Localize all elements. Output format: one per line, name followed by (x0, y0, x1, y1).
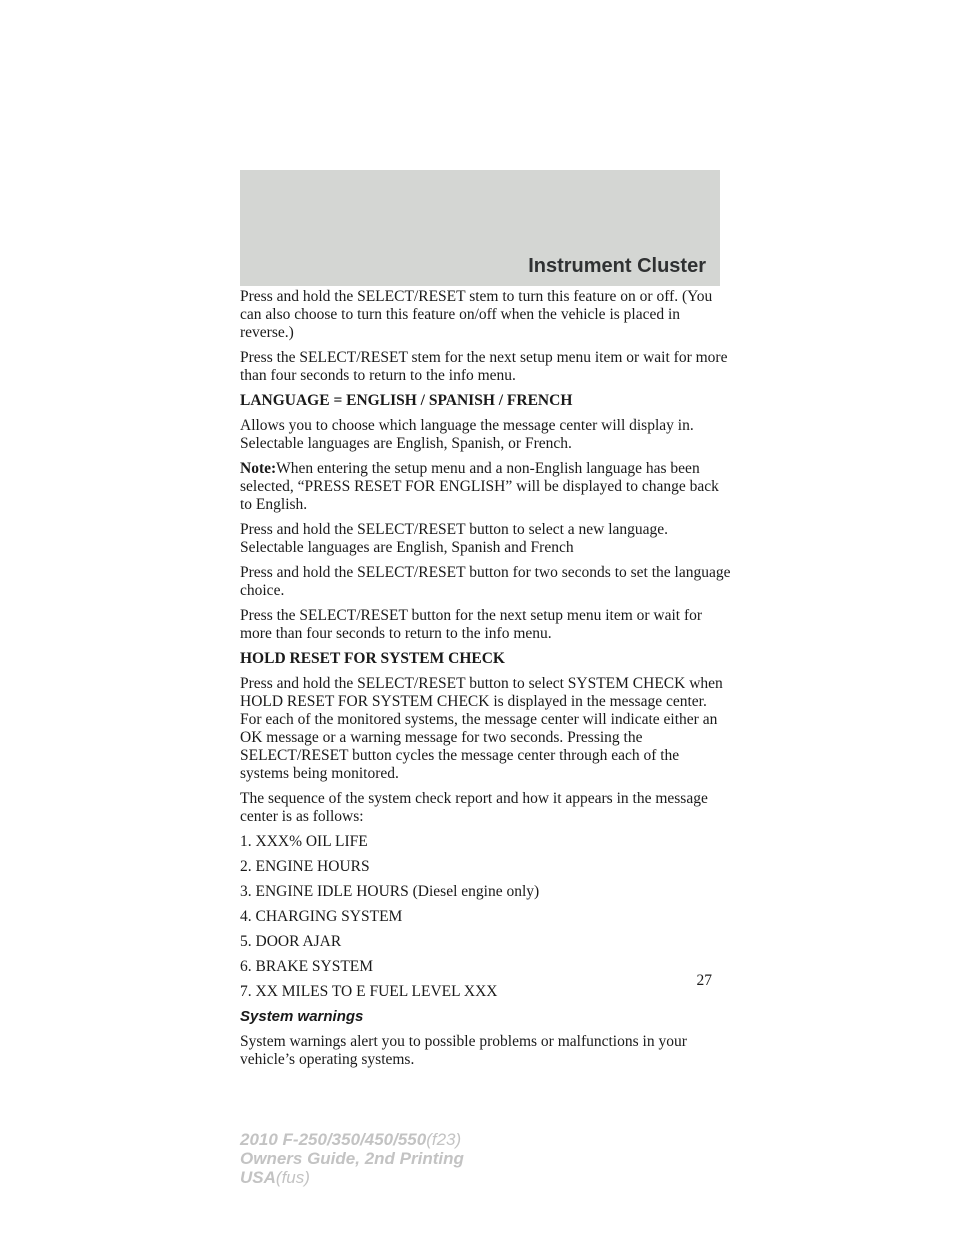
paragraph-system-warnings: System warnings alert you to possible problems or malfunctions in your vehicle’s operating systems. (240, 1033, 687, 1068)
paragraph-set-language: Press and hold the SELECT/RESET button for two seconds to set the language choice. (240, 564, 731, 599)
paragraph-system-check: Press and hold the SELECT/RESET button to select SYSTEM CHECK when HOLD RESET FOR SYSTEM CHECK is displayed in the message center. For each of the monitored systems, the message center will indicate either an OK message or a warning message for two seconds. Pressing the SELECT/RESET button cycles the message center through each of the systems being monitored. (240, 675, 723, 782)
footer-line-model (240, 1130, 464, 1149)
note-label: Note: (240, 460, 277, 477)
list-item: 6. BRAKE SYSTEM (240, 958, 374, 975)
paragraph-select-language: Press and hold the SELECT/RESET button to select a new language. Selectable languages are English, Spanish and French (240, 521, 669, 556)
footer-model-code: (f23) (426, 1130, 462, 1149)
list-item: 5. DOOR AJAR (240, 933, 342, 950)
page-number: 27 (696, 972, 712, 989)
section-header-box (240, 170, 720, 286)
heading-language: LANGUAGE = ENGLISH / SPANISH / FRENCH (240, 392, 573, 409)
footer-region-code: (fus) (275, 1168, 310, 1187)
list-item: 4. CHARGING SYSTEM (240, 908, 403, 925)
footer-printing: Owners Guide, 2nd Printing (240, 1149, 464, 1168)
list-item: 2. ENGINE HOURS (240, 858, 370, 875)
page-content (240, 288, 732, 1076)
paragraph-language-intro: Allows you to choose which language the message center will display in. Selectable languages are English, Spanish, or French. (240, 417, 694, 452)
heading-system-warnings: System warnings (240, 1008, 364, 1025)
note-text: When entering the setup menu and a non-English language has been selected, “PRESS RESET FOR ENGLISH” will be displayed to change back to English. (240, 460, 719, 513)
footer-model: 2010 F-250/350/450/550 (240, 1130, 427, 1149)
footer-line-region (240, 1168, 464, 1187)
paragraph-next-menu-item-2: Press the SELECT/RESET button for the next setup menu item or wait for more than four seconds to return to the info menu. (240, 607, 703, 642)
list-item: 1. XXX% OIL LIFE (240, 833, 368, 850)
list-item: 7. XX MILES TO E FUEL LEVEL XXX (240, 983, 498, 1000)
footer-region: USA (240, 1168, 276, 1187)
list-item: 3. ENGINE IDLE HOURS (Diesel engine only) (240, 883, 540, 900)
document-footer (240, 1130, 464, 1187)
heading-system-check: HOLD RESET FOR SYSTEM CHECK (240, 650, 505, 667)
paragraph-sequence-intro: The sequence of the system check report and how it appears in the message center is as follows: (240, 790, 708, 825)
paragraph-next-menu-item: Press the SELECT/RESET stem for the next setup menu item or wait for more than four seconds to return to the info menu. (240, 349, 728, 384)
paragraph-toggle-feature: Press and hold the SELECT/RESET stem to turn this feature on or off. (You can also choose to turn this feature on/off when the vehicle is placed in reverse.) (240, 288, 713, 341)
section-title: Instrument Cluster (528, 255, 706, 277)
note-paragraph (240, 460, 732, 514)
